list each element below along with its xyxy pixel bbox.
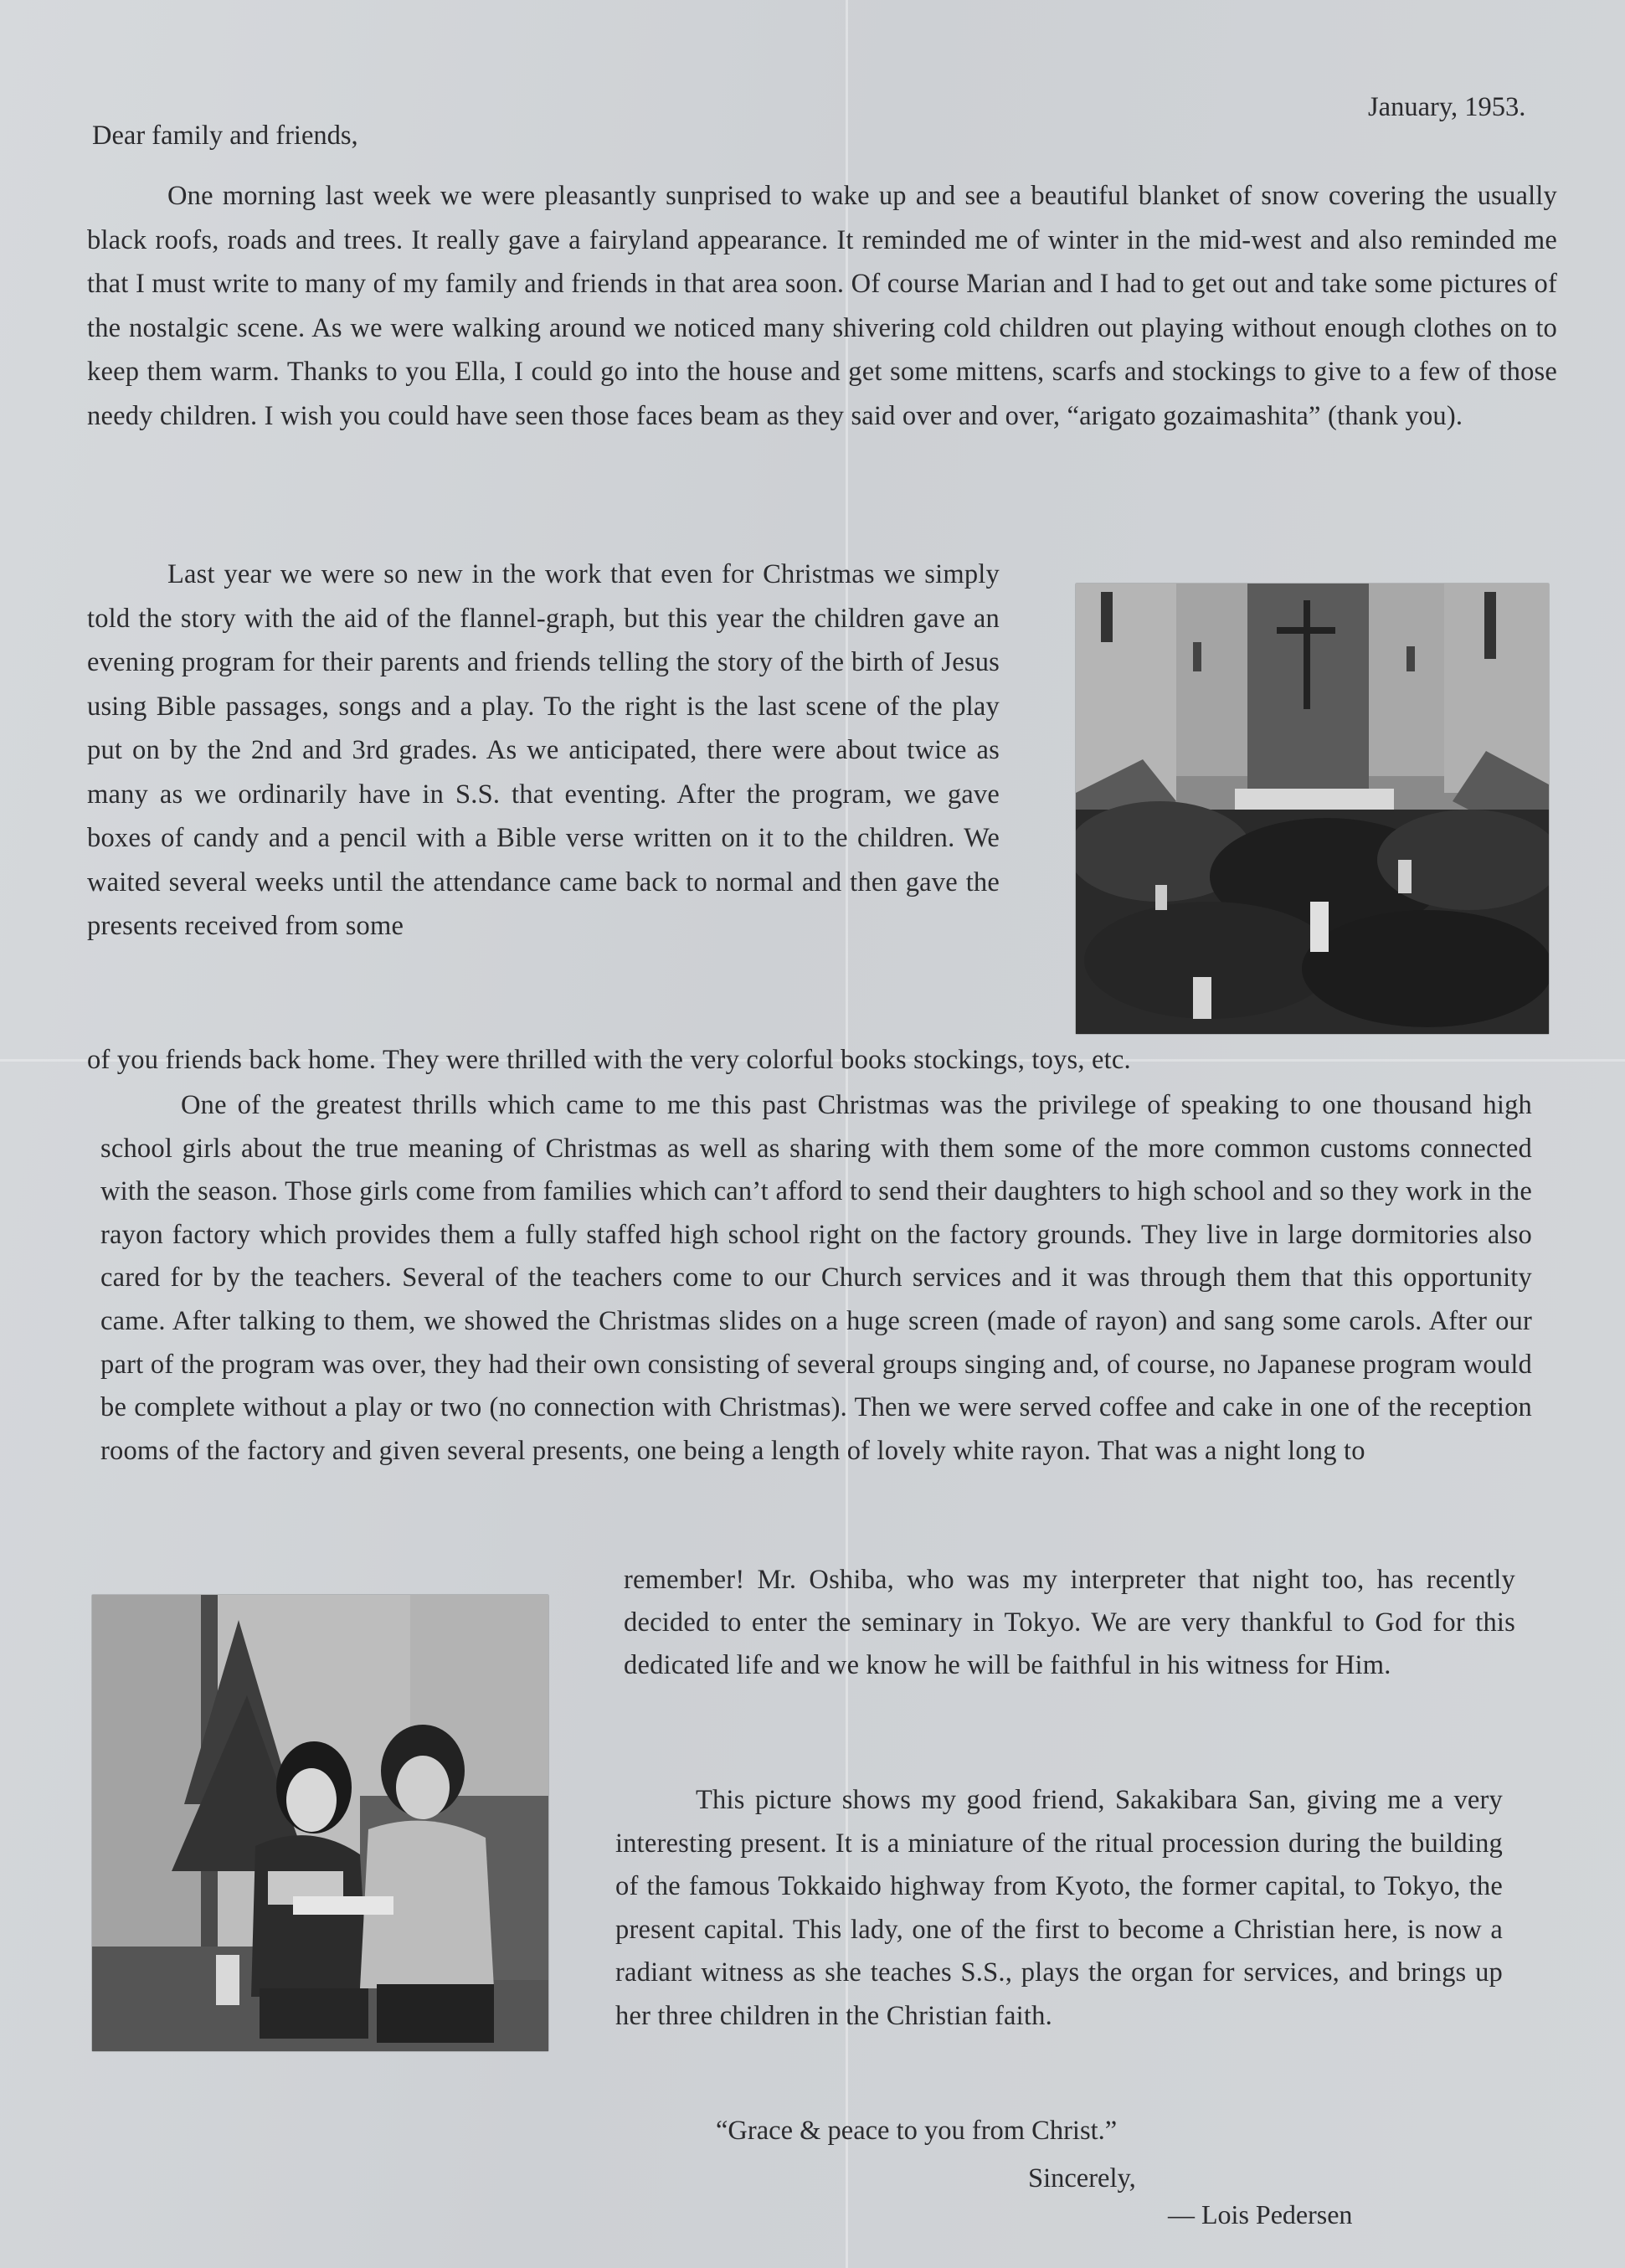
friends-gift-photo <box>92 1595 548 2051</box>
church-program-photo <box>1076 584 1549 1034</box>
paragraph-snow <box>87 174 1557 438</box>
paragraph-text: This picture shows my good friend, Sakakibara San, giving me a very interesting present. It is a miniature of the ritual procession during the building of the famous Tokkaido highway from Kyoto, the former capital, to Tokyo, the present capital. This lady, one of the first to become a Christian here, is now a radiant witness as she teaches S.S., plays the organ for services, and brings up her three children in the Christian faith. <box>615 1785 1503 2031</box>
paragraph-text: Last year we were so new in the work that even for Christmas we simply told the story with the aid of the flannel-graph, but this year the children gave an evening program for their parents and friends telling the story of the birth of Jesus using Bible passages, songs and a play. To the right is the last scene of the play put on by the 2nd and 3rd grades. As we anticipated, there were about twice as many as we ordinarily have in S.S. that eventing. After the program, we gave boxes of candy and a pencil with a Bible verse written on it to the children. We waited several weeks until the attendance came back to normal and then gave the presents received from some <box>87 559 1000 941</box>
signature: — Lois Pedersen <box>1168 2199 1353 2229</box>
paragraph-text: remember! Mr. Oshiba, who was my interpreter that night too, has recently decided to enter the seminary in Tokyo. We are very thankful to God for this dedicated life and we know he will be faithful in his witness for Him. <box>624 1565 1515 1680</box>
salutation: Dear family and friends, <box>92 121 358 151</box>
closing-blessing: “Grace & peace to you from Christ.” <box>716 2116 1118 2146</box>
paragraph-sakakibara <box>615 1779 1503 2038</box>
letter-date: January, 1953. <box>1368 92 1526 122</box>
paragraph-christmas-program <box>87 553 1000 949</box>
sign-off: Sincerely, <box>1028 2163 1136 2193</box>
paragraph-christmas-program-end <box>87 1038 1552 1083</box>
paragraph-high-school-girls-end <box>624 1559 1515 1687</box>
paragraph-text: One of the greatest thrills which came to me this past Christmas was the privilege of speaking to one thousand high school girls about the true meaning of Christmas as well as sharing with them some of the more common customs connected with the season. Those girls come from families which can’t afford to send their daughters to high school and so they work in the rayon factory which provides them a fully staffed high school right on the factory grounds. They live in large dormitories also cared for by the teachers. Several of the teachers come to our Church services and it was through them that this opportunity came. After talking to them, we showed the Christmas slides on a huge screen (made of rayon) and sang some carols. After our part of the program was over, they had their own consisting of several groups singing and, of course, no Japanese program would be complete without a play or two (no connection with Christmas). Then we were served coffee and cake in one of the reception rooms of the factory and given several presents, one being a length of lovely white rayon. That was a night long to <box>100 1090 1532 1466</box>
paragraph-text: of you friends back home. They were thrilled with the very colorful books stockings, toys, etc. <box>87 1045 1131 1075</box>
paragraph-high-school-girls <box>100 1084 1532 1473</box>
paragraph-text: One morning last week we were pleasantly sunprised to wake up and see a beautiful blanket of snow covering the usually black roofs, roads and trees. It really gave a fairyland appearance. It reminded me of winter in the mid-west and also reminded me that I must write to many of my family and friends in that area soon. Of course Marian and I had to get out and take some pictures of the nostalgic scene. As we were walking around we noticed many shivering cold children out playing without enough clothes on to keep them warm. Thanks to you Ella, I could go into the house and get some mittens, scarfs and stockings to give to a few of those needy children. I wish you could have seen those faces beam as they said over and over, “arigato gozaimashita” (thank you). <box>87 181 1557 431</box>
